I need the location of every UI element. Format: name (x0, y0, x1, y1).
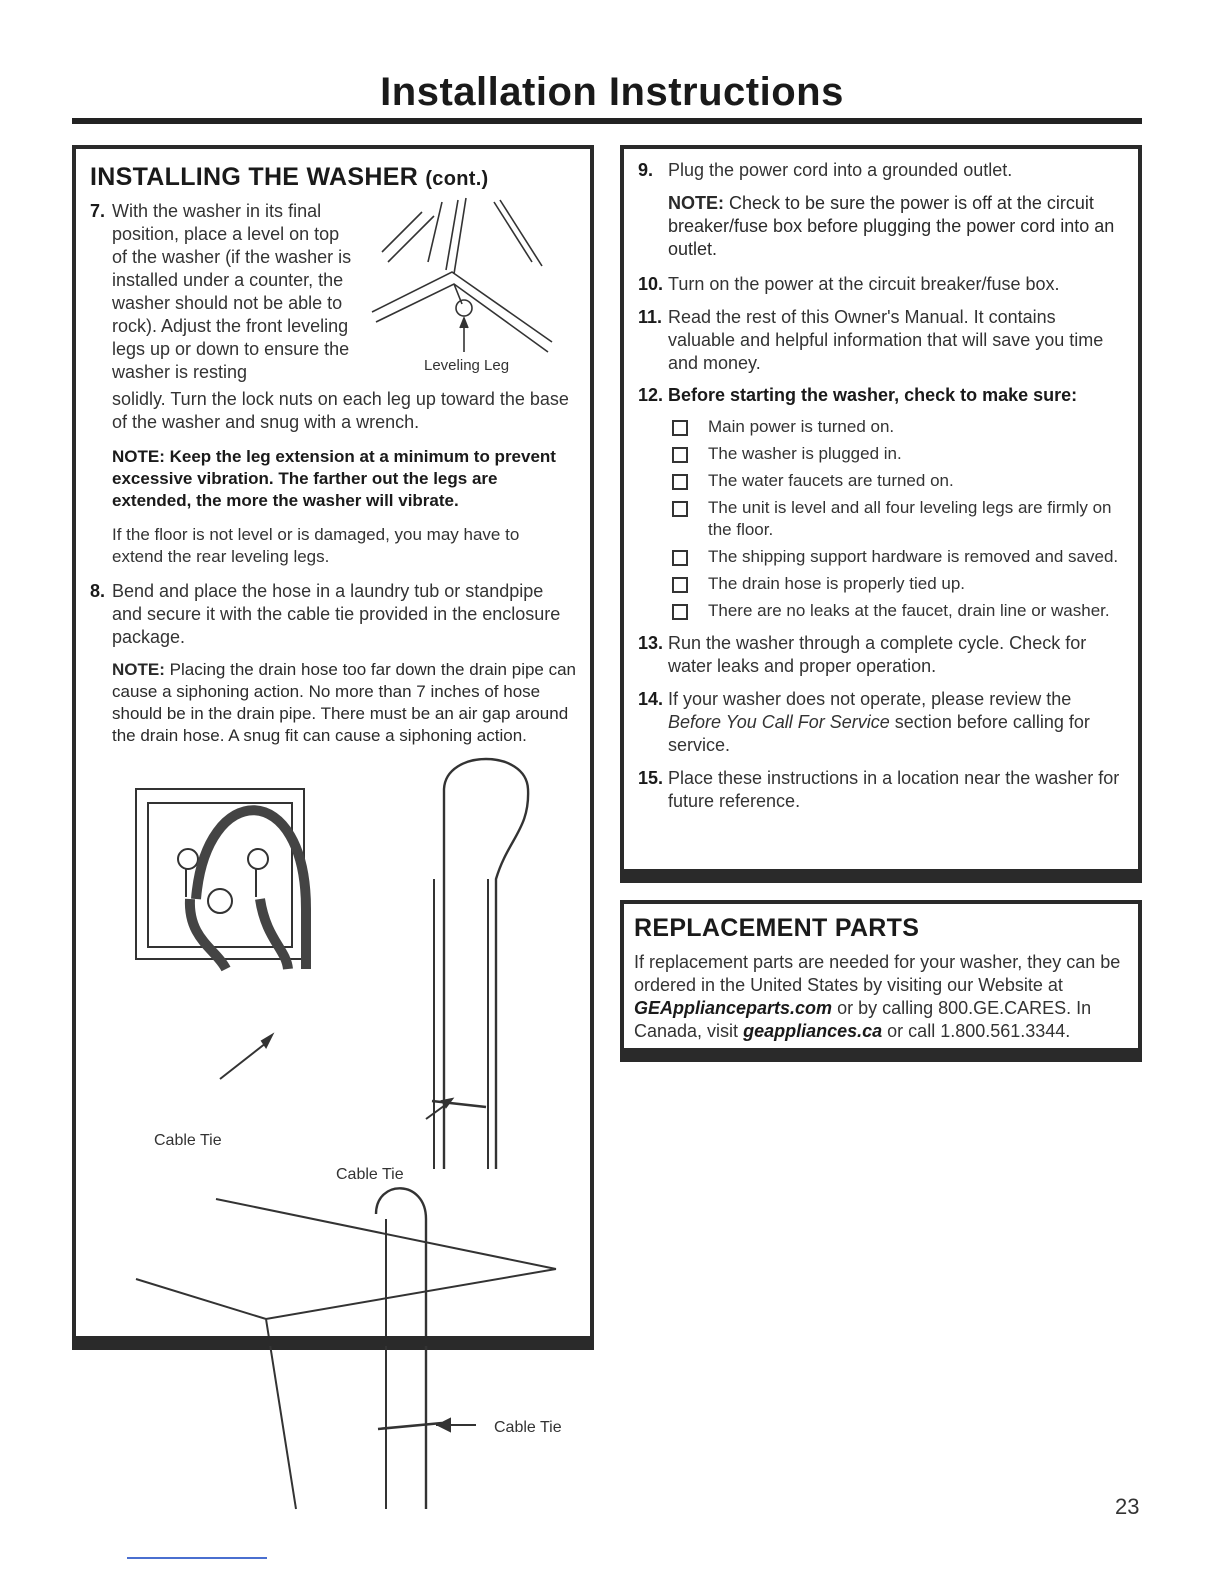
installation-steps-continued (620, 145, 1142, 883)
checklist-item (638, 416, 1124, 438)
step-number: 13. (638, 633, 664, 653)
step-14-text-b: section before calling for service. (668, 712, 1090, 755)
leveling-leg-foot (456, 300, 472, 316)
page-number: 23 (1115, 1494, 1140, 1519)
step-13 (638, 632, 1124, 678)
checkbox-icon (672, 474, 688, 490)
cable-tie-label-2: Cable Tie (336, 1166, 404, 1183)
step-number: 15. (638, 768, 664, 788)
note-text: Check to be sure the power is off at the circuit breaker/fuse box before plugging the power cord into an outlet. (668, 193, 1115, 259)
checkbox-icon (672, 420, 688, 436)
step-11 (638, 306, 1124, 375)
step-number: 10. (638, 274, 664, 294)
checkbox-icon (672, 577, 688, 593)
page-title: Installation Instructions (380, 70, 844, 114)
geappliances-ca-link[interactable]: geappliances.ca (743, 1021, 883, 1041)
step-15 (638, 767, 1124, 813)
drain-hose (444, 759, 528, 1169)
step-9 (638, 159, 1124, 182)
checklist-item (638, 546, 1124, 568)
step-9-text: Plug the power cord into a grounded outlet. (668, 160, 1013, 180)
checklist-item (638, 573, 1124, 595)
step-13-text: Run the washer through a complete cycle. Check for water leaks and proper operation. (668, 633, 1087, 676)
note-leg-extension: NOTE: Keep the leg extension at a minimum to prevent excessive vibration. The farther out the legs are extended, the more the washer will vibrate. (112, 447, 556, 510)
step-15-text: Place these instructions in a location near the washer for future reference. (668, 768, 1120, 811)
checkbox-icon (672, 550, 688, 566)
replacement-parts-heading: REPLACEMENT PARTS (634, 914, 920, 942)
step-10-text: Turn on the power at the circuit breaker/fuse box. (668, 274, 1060, 294)
section-heading-suffix: (cont.) (425, 168, 489, 190)
step-7-text-b: solidly. Turn the lock nuts on each leg up toward the base of the washer and snug with a wrench. (112, 389, 569, 432)
geapplianceparts-link[interactable]: GEApplianceparts.com (634, 998, 833, 1018)
replacement-parts-section (620, 900, 1142, 1062)
replacement-parts-text (634, 951, 1128, 1043)
note-label: NOTE: (668, 193, 724, 213)
step-number: 12. (638, 385, 664, 405)
step-number: 9. (638, 160, 654, 180)
checklist-item-text: The shipping support hardware is removed and saved. (708, 547, 1119, 566)
faucet-right (248, 849, 268, 869)
section-heading-text: INSTALLING THE WASHER (90, 163, 419, 191)
standpipe (434, 879, 488, 1169)
step-8 (90, 580, 576, 649)
checkbox-icon (672, 604, 688, 620)
checkbox-icon (672, 447, 688, 463)
step-14-italic-ref: Before You Call For Service (668, 712, 890, 732)
checklist-item-text: The drain hose is properly tied up. (708, 574, 966, 593)
cable-tie-label-3: Cable Tie (494, 1419, 562, 1436)
checklist-item-text: The unit is level and all four leveling legs are firmly on the floor. (708, 498, 1112, 539)
checklist-item-text: Main power is turned on. (708, 417, 895, 436)
pre-start-checklist (638, 416, 1124, 622)
step-number: 11. (638, 307, 663, 327)
installing-washer-section (72, 145, 594, 1436)
note-label: NOTE: (112, 660, 165, 679)
drain-hose-figure (116, 749, 586, 1436)
step-10 (638, 273, 1124, 296)
replacement-parts-text-a: If replacement parts are needed for your washer, they can be ordered in the United States by visiting our Website at (634, 952, 1121, 995)
note-power-off (668, 192, 1124, 261)
floor-note: If the floor is not level or is damaged, you may have to extend the rear leveling legs. (112, 525, 520, 566)
step-7 (90, 200, 576, 384)
step-number: 14. (638, 689, 664, 709)
step-7-text-a: With the washer in its final position, place a level on top of the washer (if the washer is installed under a counter, the washer should not be able to rock). Adjust the front leveling legs up or down to ensure the washer is resting (112, 201, 352, 382)
cable-tie-label-1: Cable Tie (154, 1132, 222, 1149)
note-text: Placing the drain hose too far down the drain pipe can cause a siphoning action. No more than 7 inches of hose should be in the drain pipe. There must be an air gap around the drain hose. A snug fit can cause a siphoning action. (112, 660, 577, 745)
step-11-text: Read the rest of this Owner's Manual. It contains valuable and helpful information that will save you time and money. (668, 307, 1104, 373)
replacement-parts-text-b: or by calling 800.GE.CARES. In Canada, visit (634, 998, 1092, 1041)
step-number: 7. (90, 201, 106, 221)
note-drain-hose (112, 659, 576, 747)
checklist-item-text: There are no leaks at the faucet, drain line or washer. (708, 601, 1110, 620)
checklist-item-text: The washer is plugged in. (708, 444, 902, 463)
step-14-text-a: If your washer does not operate, please review the (668, 689, 1072, 709)
step-12-heading (638, 385, 1124, 406)
step-14 (638, 688, 1124, 757)
leveling-leg-figure (362, 192, 574, 374)
washer-outline-line (382, 212, 422, 252)
checklist-item-text: The water faucets are turned on. (708, 471, 954, 490)
leveling-leg-label: Leveling Leg (424, 357, 510, 374)
faucet-left (178, 849, 198, 869)
replacement-parts-text-c: or call 1.800.561.3344. (887, 1021, 1071, 1041)
checklist-item (638, 470, 1124, 492)
laundry-tub (136, 1199, 556, 1509)
checklist-item (638, 443, 1124, 465)
checklist-item (638, 497, 1124, 541)
step-8-text: Bend and place the hose in a laundry tub or standpipe and secure it with the cable tie provided in the enclosure package. (112, 581, 561, 647)
title-rule (72, 118, 1142, 124)
step-number: 8. (90, 581, 106, 601)
step-12-heading-text: Before starting the washer, check to make sure: (668, 385, 1078, 405)
checkbox-icon (672, 501, 688, 517)
section-heading (90, 163, 576, 192)
bottom-line (127, 1557, 267, 1559)
checklist-item (638, 600, 1124, 622)
